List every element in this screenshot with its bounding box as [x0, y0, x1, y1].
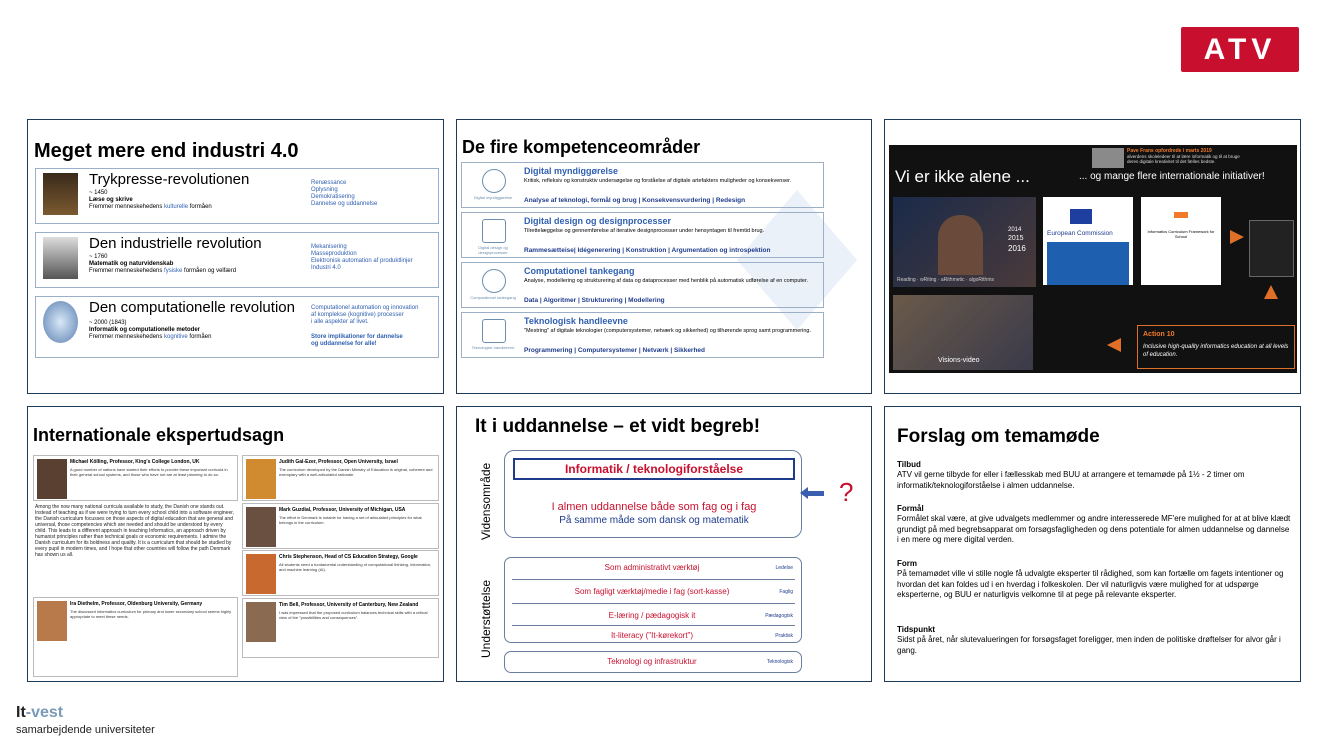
arrow-left-icon [806, 491, 824, 496]
slide-international-initiatives[interactable] [884, 119, 1301, 394]
slide-title: It i uddannelse – et vidt begreb! [475, 416, 761, 437]
globe-icon [482, 169, 506, 193]
arrow-head [800, 487, 808, 499]
framework-logo-icon [1174, 212, 1188, 218]
portrait-bell [246, 602, 276, 642]
era-card-industrial: Den industrielle revolution ~ 1760 Matematik og naturvidenskab Fremmer menneskehedens fysiske formåen og velfærd Mekanisering Masseproduktion Elektronisk automation af produktlinjer Industri 4.0 [35, 232, 439, 288]
era-card-print: Trykpresse-revolutionen ~ 1450 Læse og skrive Fremmer menneskehedens kulturelle formåen Renæssance Oplysning Demokratisering Dannelse og uddannelse [35, 168, 439, 224]
slide-title: Internationale ekspertudsagn [33, 425, 285, 445]
portrait-guzdial [246, 507, 276, 547]
support-row: Som fagligt værktøj/medie i fag (sort-kasse) [574, 587, 730, 596]
expert-card: Judith Gal-Ezer, Professor, Open University, Israel The curriculum developed by the Danish Ministry of Education is original, coherent and exemplary with a well-articulated rationale. [242, 455, 439, 501]
slide-ekspertudsagn[interactable] [27, 406, 444, 682]
obama-caption: Reading · wRiting · aRithmetic · algoRithms [897, 277, 994, 283]
era-card-computational: Den computationelle revolution ~ 2000 (1843) Informatik og computationelle metoder Fremmer menneskehedens kognitive formåen Computationel automation og innovation af komplekse (kognitive) processer i alle aspekter af livet. Store implikationer for dannelse og uddannelse for alle! [35, 296, 439, 358]
slide-forslag-temamoede[interactable] [884, 406, 1301, 682]
section-body: ATV vil gerne tilbyde for eller i fællesskab med BUU at arrangere et temamøde på 1½ - 2 timer om informatik/teknologiforståelse i almen uddannelse. [897, 470, 1245, 490]
section-body: På temamødet ville vi stille nogle få udvalgte eksperter til rådighed, som kan fortælle om fagets intentioner og hvordan det kan foldes ud i en hverdag i folkeskolen. Der vil naturligvis være mulighed for at udspørge eksperterne, og BUU er naturligvis velkomne til at pege på relevante eksperter. [897, 569, 1284, 599]
action-10-box: Action 10 Inclusive high-quality informatics education at all levels of education. [1137, 325, 1295, 369]
competence-digital-design: Digital design og designprocesser Digital design og designprocesser Tilrettelæggelse og gennemførelse af iterative designprocesser under hensyntagen til fremtid brug. Rammesætteise| Idégenerering | Konstruktion | Argumentation og introspektion [461, 212, 824, 258]
footer-subtitle: samarbejdende universiteter [16, 724, 155, 736]
section-heading: Tidspunkt [897, 625, 936, 634]
news-text: alverdens skoleledeer til at lære informatik og til at bruge deres digitale kreativitet til det fælles bedste. [1127, 154, 1240, 164]
divider [512, 603, 795, 604]
kolling-statement: Among the now many national curricula available to study, the Danish one stands out. Instead of teaching as if we were trying to turn every school child into a software engineer, the Danish curriculum focusses on those aspects of digital education that are general and universal, those competencies which are needed and should be understood by every child. This leads to a different approach in teaching Informatics, an approach driven by humanist principles rather than technical goals or economic requirements. I admire the Danish curriculum for its boldness and quality. It is a curriculum that should be studied by every pupil in modern times, and I hope that other countries will follow the path Denmark has shown us all. [35, 504, 234, 558]
eu-flag-icon [1070, 209, 1092, 224]
divider [512, 579, 795, 580]
era-heading: Trykpresse-revolutionen [89, 171, 250, 188]
speaker-figure [938, 215, 983, 275]
informatics-framework-doc: Informatics Curriculum Framework for School [1141, 197, 1221, 285]
label-understoettelse: Understøttelse [479, 579, 493, 658]
expert-card: Michael Kölling, Professor, King's College London, UK A good number of nations have started their efforts to provide these important curricula in their general school systems, and those who have not are at least planning to do so. [33, 455, 238, 501]
arrow-left-icon [1107, 338, 1121, 352]
portrait-stephenson [246, 554, 276, 594]
competence-computationel-tankegang: Computationel tankegang Computationel tankegang Analyse, modellering og strukturering af data og dataprocesser med henblik på automatisk udførelse af en computer. Data | Algoritmer | Strukturering | Modellering [461, 262, 824, 308]
arrow-up-icon [1264, 285, 1278, 299]
section-heading: Tilbud [897, 460, 921, 469]
expert-card: Chris Stephenson, Head of CS Education Strategy, Google All students need a fundamental understanding of computational thinking, information, and machine learning (AI). [242, 550, 439, 596]
slide-kompetenceomraader[interactable] [456, 119, 872, 394]
slide-title: De fire kompetenceområder [462, 137, 701, 157]
video-caption: Visions-video [938, 357, 980, 364]
slide-title: Forslag om temamøde [897, 426, 1100, 447]
support-row: It-literacy ("It-kørekort") [610, 631, 694, 640]
section-body: Sidst på året, når slutevalueringen for forsøgsfaget foreligger, men inden de politiske drøftelser for alvor går i gang. [897, 635, 1281, 655]
section-heading: Formål [897, 504, 924, 513]
design-icon [482, 219, 506, 243]
support-row: Som administrativt værktøj [604, 563, 700, 572]
section-body: Formålet skal være, at give udvalgets medlemmer og andre interesserede MF'ere mulighed for at at blive klædt grundigt på med begrebsapparat om forsøgsfagligheden og dens potentiale for almen uddannelse og dannelse i en mere og mere digital verden. [897, 514, 1291, 544]
expert-card: Mark Guzdial, Professor, University of Michigan, USA The effort in Denmark is notable for having a set of articulated principles for what belongs in the curriculum. [242, 503, 439, 549]
expert-card: Tim Bell, Professor, University of Canterbury, New Zealand I was impressed that the proposed curriculum balances technical skills with a critical view of the "possibilities and consequences". [242, 598, 439, 658]
question-mark: ? [839, 477, 854, 507]
era-heading: Den industrielle revolution [89, 235, 262, 252]
slide-title: Meget mere end industri 4.0 [34, 140, 299, 162]
pope-photo [1092, 148, 1124, 168]
slide-industri-4[interactable] [27, 119, 444, 394]
diamond-watermark [737, 190, 857, 330]
brain-image [43, 301, 78, 343]
competence-digital-myndiggoerelse: Digital myndiggørelse Digital myndiggørelse Kritisk, refleksiv og konstruktiv undersøgelse og forståelse af digitale artefakters muligheder og konsekvenser. Analyse af teknologi, formål og brug | Konsekvensvurdering | Redesign [461, 162, 824, 208]
arrow-right-icon [1230, 230, 1244, 244]
steam-engine-image [43, 237, 78, 279]
headline-left: Vi er ikke alene ... [895, 167, 1030, 186]
it-vest-logo: It-vest [16, 704, 64, 721]
news-title: Pave Frans opfordrede i marts 2019 [1127, 148, 1212, 154]
portrait-gal-ezer [246, 459, 276, 499]
ec-document: European Commission [1043, 197, 1133, 285]
obama-video[interactable]: 2014 2015 2016 Reading · wRiting · aRithmetic · algoRithms [893, 197, 1036, 287]
portrait-kolling [37, 459, 67, 499]
atv-logo: ATV [1181, 27, 1299, 72]
dark-slide [889, 145, 1297, 373]
competence-teknologisk-handleevne: Teknologisk handleevne Teknologisk handleevne "Mestring" af digitale teknologier (computersystemer, netværk og sikkerhed) og tilhørende sprog samt programmering. Programmering | Computersystemer | Netværk | Sikkerhed [461, 312, 824, 358]
knowledge-area-box: Informatik / teknologiforståelse I almen uddannelse både som fag og i fag På samme måde som dansk og matematik [504, 450, 802, 538]
divider [512, 625, 795, 626]
expert-card: Ira Diethelm, Professor, Oldenburg University, Germany The discussed informatics curriculum for primary and lower secondary school seems highly appropriate to meet these needs. [33, 597, 238, 677]
label-vidensomraade: Vidensområde [479, 462, 493, 540]
support-row: E-læring / pædagogisk it [608, 611, 696, 620]
portrait-diethelm [37, 601, 67, 641]
era-heading: Den computationelle revolution [89, 299, 295, 316]
tools-icon [482, 319, 506, 343]
gear-icon [482, 269, 506, 293]
section-heading: Form [897, 559, 917, 568]
framework-cover [1249, 220, 1294, 277]
visions-video[interactable] [893, 295, 1033, 370]
ec-report-cover [1047, 242, 1129, 285]
headline-right: ... og mange flere internationale initiativer! [1079, 171, 1265, 182]
printing-press-image [43, 173, 78, 215]
slide-it-i-uddannelse[interactable]: It i uddannelse – et vidt begreb! Vidensområde Understøttelse Informatik / teknologiforståelse I almen uddannelse både som fag og i fag På samme måde som dansk og matematik ? Som administrativt værktøj Ledelse Som fagligt værktøj/medie i fag (sort-kasse) Faglig E-læring / pædagogisk it Pædagogisk It-literacy ("It-kørekort") Praktisk Teknologi og infrastruktur Teknologisk [456, 406, 872, 682]
